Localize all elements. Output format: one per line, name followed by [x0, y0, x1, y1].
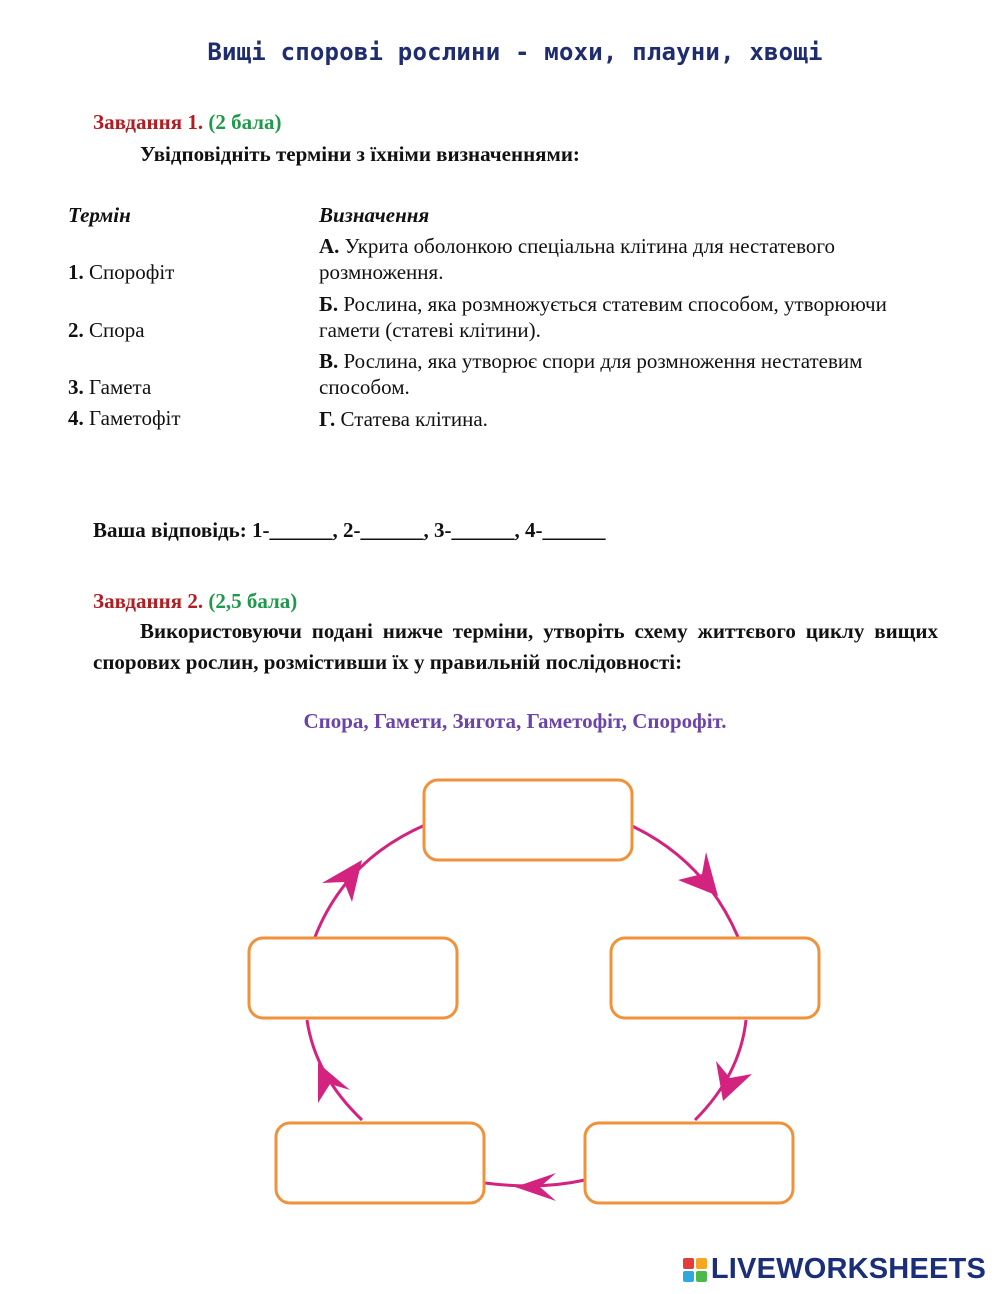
task2-instruction: Використовуючи подані нижче терміни, утворіть схему життєвого циклу вищих спорових рослин, розмістивши їх у правильній послідовності: — [93, 619, 938, 674]
column-header-term: Термін — [68, 203, 131, 227]
page-title: Вищі спорові рослини - мохи, плауни, хвощі — [207, 38, 823, 66]
task1-instruction: Увідповідніть терміни з їхніми визначеннями: — [140, 142, 580, 166]
column-header-definition: Визначення — [319, 203, 430, 227]
term-1-text: Спорофіт — [89, 260, 175, 284]
cycle-box-right[interactable] — [611, 938, 819, 1018]
definition-d-letter: Г. — [319, 407, 336, 431]
definition-a-text: Укрита оболонкою спеціальна клітина для нестатевого розмноження. — [319, 234, 835, 284]
cycle-box-bottom-left[interactable] — [276, 1123, 484, 1203]
cycle-box-bottom-right[interactable] — [585, 1123, 793, 1203]
term-1-number: 1. — [68, 260, 84, 284]
cycle-box-top[interactable] — [424, 780, 632, 860]
term-3-text: Гамета — [89, 375, 152, 399]
term-3-number: 3. — [68, 375, 84, 399]
task1-points: (2 бала) — [208, 110, 282, 134]
term-2-number: 2. — [68, 318, 84, 342]
definition-c-text: Рослина, яка утворює спори для розмноження нестатевим способом. — [319, 349, 863, 399]
logo-icon — [683, 1258, 707, 1282]
cycle-arrowhead-4 — [318, 1063, 350, 1103]
cycle-box-left[interactable] — [249, 938, 457, 1018]
logo-tile-l — [683, 1258, 694, 1269]
task1-label: Завдання 1. — [93, 110, 204, 134]
task2-label: Завдання 2. — [93, 589, 204, 613]
term-2-text: Спора — [89, 318, 145, 342]
definition-d-text: Статева клітина. — [340, 407, 488, 431]
cycle-arrowhead-5 — [322, 860, 362, 902]
task2-terms-list: Спора, Гамети, Зигота, Гаметофіт, Спорофіт. — [303, 709, 727, 733]
definition-b-letter: Б. — [319, 292, 339, 316]
cycle-arc-bottomleft-to-left — [307, 1020, 362, 1120]
definition-b-text: Рослина, яка розмножується статевим способом, утворюючи гамети (статеві клітини). — [319, 292, 887, 342]
logo-tile-i — [696, 1258, 707, 1269]
term-4-number: 4. — [68, 406, 84, 430]
definition-c-letter: В. — [319, 349, 339, 373]
task2-points: (2,5 бала) — [208, 589, 298, 613]
definition-a-letter: А. — [319, 234, 340, 258]
cycle-arrowhead-3 — [515, 1173, 556, 1201]
logo-tile-v — [683, 1271, 694, 1282]
liveworksheets-logo — [683, 1253, 986, 1286]
logo-tile-e — [696, 1271, 707, 1282]
term-4-text: Гаметофіт — [89, 406, 181, 430]
logo-text: LIVEWORKSHEETS — [710, 1253, 986, 1285]
answer-line: Ваша відповідь: 1-______, 2-______, 3-______, 4-______ — [93, 518, 606, 542]
